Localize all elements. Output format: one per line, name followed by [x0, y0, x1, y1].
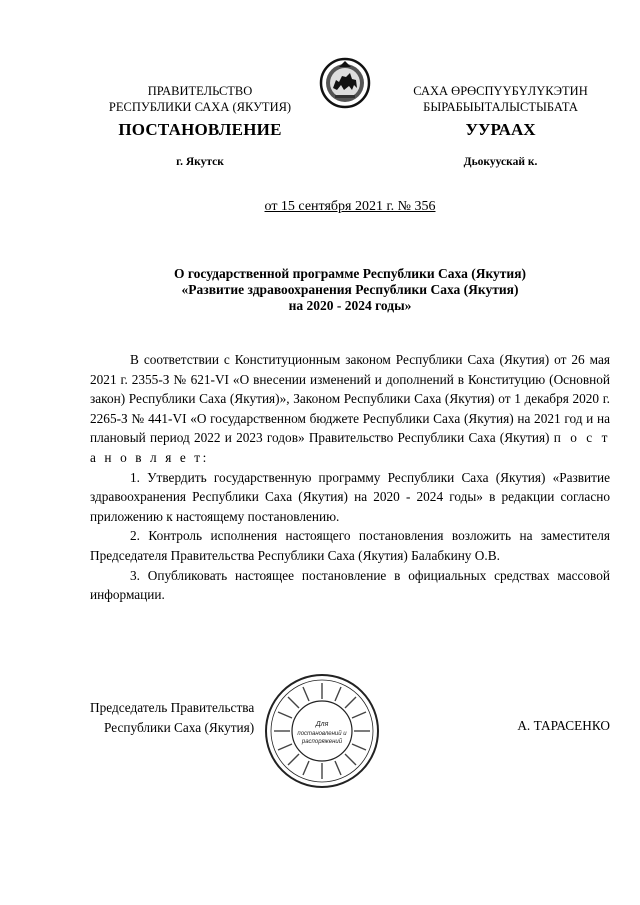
- seal-text-1: Для: [315, 721, 329, 728]
- date-number-line: [90, 199, 610, 215]
- seal-text-3: распоряжений: [301, 739, 343, 745]
- seal-text-2: постановлений и: [297, 731, 347, 737]
- header-right-block: [388, 83, 613, 115]
- title-line3: на 2020 - 2024 годы»: [288, 298, 412, 313]
- document-title: [90, 266, 610, 314]
- position-line2: Республики Саха (Якутия): [104, 720, 255, 735]
- republic-emblem-icon: [319, 55, 371, 111]
- header-right-line2: БЫРАБЫЫТАЛЫСТЫБАТА: [423, 100, 578, 114]
- header-left-line1: ПРАВИТЕЛЬСТВО: [147, 84, 253, 98]
- decree-word: п о с т а н о в л я е т:: [90, 430, 610, 465]
- item-1: 1. Утвердить государственную программу Республики Саха (Якутия) «Развитие здравоохранения Республики Саха (Якутия) на 2020 - 2024 годы» в редакции согласно приложению к настоящему постановлению.: [90, 469, 610, 524]
- item-3: 3. Опубликовать настоящее постановление в официальных средствах массовой информации.: [90, 567, 610, 603]
- date-number: от 15 сентября 2021 г. № 356: [264, 199, 436, 214]
- position-line1: Председатель Правительства: [90, 700, 255, 715]
- doc-type-sakha: УУРААХ: [465, 120, 536, 139]
- header-right-line1: САХА ӨРӨСПҮҮБҮЛҮКЭТИН: [413, 84, 588, 98]
- header-left-line2: РЕСПУБЛИКИ САХА (ЯКУТИЯ): [108, 100, 292, 114]
- city-sakha: Дьокуускай к.: [463, 156, 538, 168]
- title-line1: О государственной программе Республики Саха (Якутия): [173, 266, 527, 281]
- official-seal-icon: [263, 672, 381, 790]
- intro-text: В соответствии с Конституционным законом Республики Саха (Якутия) от 26 мая 2021 г. 2355-З № 621-VI «О внесении изменений и дополнений в Конституцию (Основной закон) Республики Саха (Якутия)», Законом Республики Саха (Якутия) от 1 декабря 2020 г. 2265-З № 441-VI «О государственном бюджете Республики Саха (Якутия) на 2021 год и на плановый период 2022 и 2023 годов» Правительство Республики Саха (Якутия): [90, 352, 610, 446]
- signatory-name: А. ТАРАСЕНКО: [517, 718, 610, 733]
- intro-paragraph: [90, 350, 610, 468]
- title-line2: «Развитие здравоохранения Республики Саха (Якутия): [181, 282, 519, 297]
- document-body: [90, 350, 610, 605]
- city-ru: г. Якутск: [176, 156, 224, 168]
- doc-type-ru: ПОСТАНОВЛЕНИЕ: [118, 120, 282, 139]
- header-left-block: [90, 83, 310, 115]
- item-2: 2. Контроль исполнения настоящего постановления возложить на заместителя Председателя Правительства Республики Саха (Якутия) Балабкину О.В.: [90, 528, 610, 563]
